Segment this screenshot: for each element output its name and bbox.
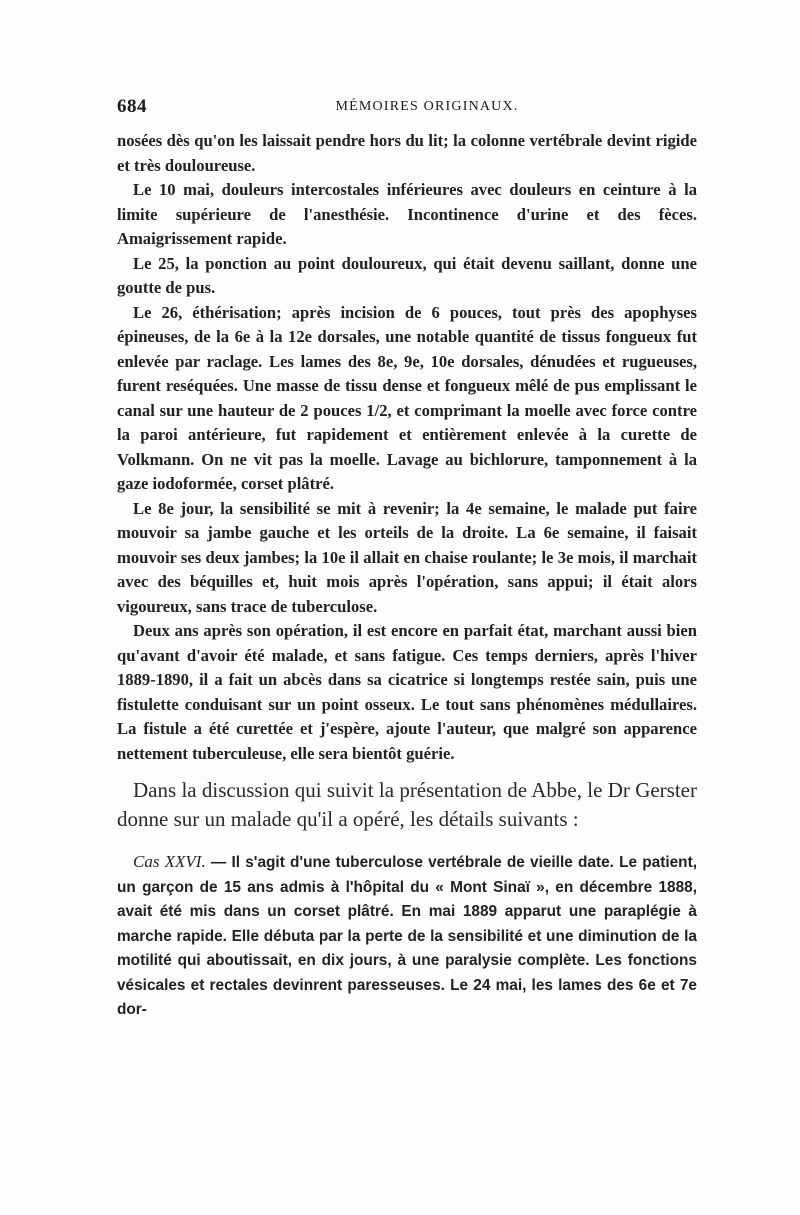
paragraph-6: Deux ans après son opération, il est encore en parfait état, marchant aussi bien qu'avant d'avoir été malade, et sans fatigue. Ces temps derniers, après l'hiver 1889-1890, il a fait un abcès dans sa cicatrice si longtemps restée sain, puis une fistulette conduisant sur un point osseux. Le tout sans phénomènes médullaires. La fistule a été curettée et j'espère, ajoute l'auteur, que malgré son apparence nettement tuberculeuse, elle sera bientôt guérie. xyxy=(117,621,697,763)
paragraph-1: nosées dès qu'on les laissait pendre hors du lit; la colonne vertébrale devint rigide et très douloureuse. xyxy=(117,131,697,175)
body-text xyxy=(117,129,697,1023)
paragraph-4: Le 26, éthérisation; après incision de 6 pouces, tout près des apophyses épineuses, de la 6e à la 12e dorsales, une notable quantité de tissus fongueux fut enlevée par raclage. Les lames des 8e, 9e, 10e dorsales, dénudées et rugueuses, furent reséquées. Une masse de tissu dense et fongueux mêlé de pus emplissant le canal sur une hauteur de 2 pouces 1/2, et comprimant la moelle avec force contre la paroi antérieure, fut rapidement et entièrement enlevée à la curette de Volkmann. On ne vit pas la moelle. Lavage au bichlorure, tamponnement à la gaze iodoformée, corset plâtré. xyxy=(117,302,697,493)
paragraph-discussion: Dans la discussion qui suivit la présentation de Abbe, le Dr Gerster donne sur un malade qu'il a opéré, les détails suivants : xyxy=(117,778,697,831)
page-number: 684 xyxy=(117,96,147,117)
paragraph-case xyxy=(117,850,697,1023)
case-text: — Il s'agit d'une tuberculose vertébrale de vieille date. Le patient, un garçon de 15 ans admis à l'hôpital du « Mont Sinaï », en décembre 1888, avait été mis dans un corset plâtré. En mai 1889 apparut une paraplégie à marche rapide. Elle débuta par la perte de la sensibilité et une diminution de la motilité qui aboutissait, en dix jours, à une paralysie complète. Les fonctions vésicales et rectales devinrent paresseuses. Le 24 mai, les lames des 6e et 7e dor- xyxy=(117,854,697,1018)
paragraph-5: Le 8e jour, la sensibilité se mit à revenir; la 4e semaine, le malade put faire mouvoir sa jambe gauche et les orteils de la droite. La 6e semaine, il faisait mouvoir ses deux jambes; la 10e il allait en chaise roulante; le 3e mois, il marchait avec des béquilles et, huit mois après l'opération, sans appui; il était alors vigoureux, sans trace de tuberculose. xyxy=(117,498,697,616)
page-header xyxy=(117,96,697,120)
paragraph-3: Le 25, la ponction au point douloureux, qui était devenu saillant, donne une goutte de pus. xyxy=(117,253,697,297)
paragraph-2: Le 10 mai, douleurs intercostales inférieures avec douleurs en ceinture à la limite supérieure de l'anesthésie. Incontinence d'urine et des fèces. Amaigrissement rapide. xyxy=(117,180,697,248)
case-label: Cas XXVI. xyxy=(133,852,206,871)
running-title: MÉMOIRES ORIGINAUX. xyxy=(335,99,519,114)
